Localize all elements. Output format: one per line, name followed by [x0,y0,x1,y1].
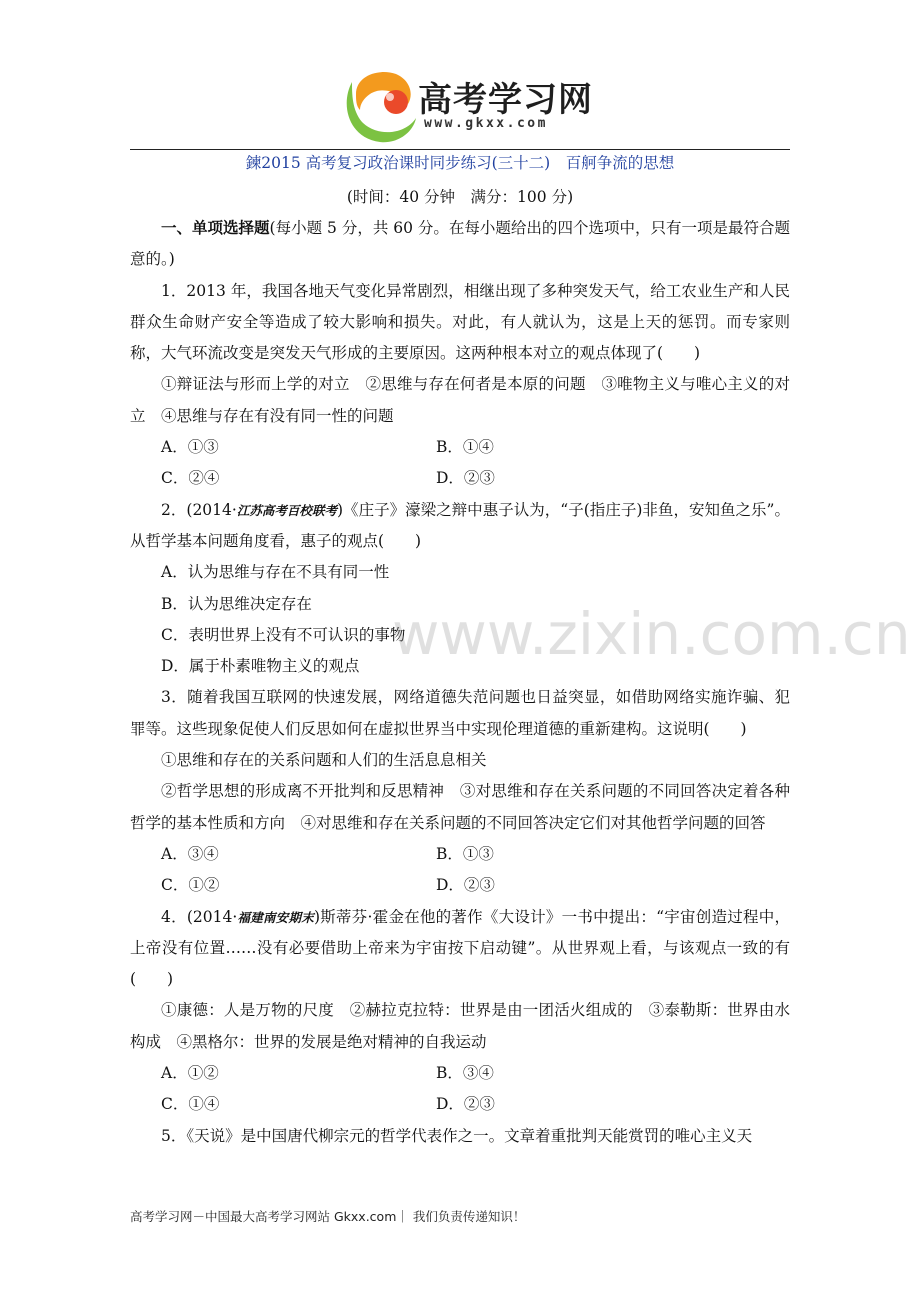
question-4-statements: ①康德：人是万物的尺度 ②赫拉克拉特：世界是由一团活火组成的 ③泰勒斯：世界由水构成 ④黑格尔：世界的发展是绝对精神的自我运动 [130,1001,790,1051]
question-4-stem [130,902,790,996]
option: D．②③ [436,876,495,895]
question-1-options-row-1 [130,432,790,463]
option: A．认为思维与存在不具有同一性 [161,563,390,582]
question-1-statements: ①辩证法与形而上学的对立 ②思维与存在何者是本原的问题 ③唯物主义与唯心主义的对立 ④思维与存在有没有同一性的问题 [130,375,790,425]
question-3-statement-1: ①思维和存在的关系问题和人们的生活息息相关 [161,751,487,770]
section-heading [130,212,790,276]
site-logo[interactable] [338,64,598,146]
logo-text: 高考学习网 [418,80,593,120]
option: D．属于朴素唯物主义的观点 [161,657,360,676]
option: C．②④ [161,469,220,488]
question-text: )《庄子》濠梁之辩中惠子认为，“子(指庄子)非鱼，安知鱼之乐”。从哲学基本问题角度看，惠子的观点( ) [130,500,790,550]
option: A．①② [161,1064,219,1083]
option: B．认为思维决定存在 [161,594,312,613]
question-3-options-row-2 [130,870,790,901]
watermark: www.zixin.com.cn [392,600,911,668]
question-1-stem: 1．2013 年，我国各地天气变化异常剧烈，相继出现了多种突发天气，给工农业生产和人民群众生命财产安全等造成了较大影响和损失。对此，有人就认为，这是上天的惩罚。而专家则称，大气环流改变是突发天气形成的主要原因。这两种根本对立的观点体现了( ) [130,281,790,363]
option: C．表明世界上没有不可认识的事物 [161,625,406,644]
option: D．②③ [436,1095,495,1114]
page-header [0,0,920,150]
logo-swirl-icon [338,64,420,146]
header-divider [130,149,790,150]
option: C．①② [161,876,220,895]
page-footer: 高考学习网－中国最大高考学习网站 Gkxx.com｜ 我们负责传递知识！ [130,1209,526,1224]
document-body [130,212,790,1152]
option: A．③④ [161,844,219,863]
option: D．②③ [436,469,495,488]
question-3-stem: 3．随着我国互联网的快速发展，网络道德失范问题也日益突显，如借助网络实施诈骗、犯罪等。这些现象促使人们反思如何在虚拟世界当中实现伦理道德的重新建构。这说明( ) [130,688,790,738]
question-number: 4．(2014· [161,907,238,926]
option: C．①④ [161,1095,220,1114]
option: B．①④ [436,438,494,457]
section-title: 一、单项选择题 [161,218,270,237]
logo-url: www.gkxx.com [424,116,548,131]
question-1-options-row-2 [130,463,790,494]
question-number: 2．(2014· [161,500,237,519]
question-source: 福建南安期末 [237,909,314,925]
document-title: 鍊2015 高考复习政治课时同步练习(三十二) 百舸争流的思想 [245,154,675,172]
question-text: )斯蒂芬·霍金在他的著作《大设计》一书中提出：“宇宙创造过程中，上帝没有位置……没有必要借助上帝来为宇宙按下启动键”。从世界观上看，与该观点一致的有( ) [130,907,790,989]
option: A．①③ [161,438,219,457]
question-3-options-row-1 [130,839,790,870]
question-3-statement-2: ②哲学思想的形成离不开批判和反思精神 ③对思维和存在关系问题的不同回答决定着各种哲学的基本性质和方向 ④对思维和存在关系问题的不同回答决定它们对其他哲学问题的回答 [130,782,790,832]
option: B．①③ [436,844,494,863]
section-description: (每小题 5 分，共 60 分。在每小题给出的四个选项中，只有一项是最符合题意的。) [130,219,790,269]
question-2-stem [130,495,790,558]
question-4-options-row-1 [130,1058,790,1089]
document-meta: (时间：40 分钟 满分：100 分) [346,188,574,206]
question-5-stem: 5．《天说》是中国唐代柳宗元的哲学代表作之一。文章着重批判天能赏罚的唯心主义天 [161,1126,753,1145]
option: B．③④ [436,1064,494,1083]
question-source: 江苏高考百校联考 [236,502,337,518]
question-4-options-row-2 [130,1089,790,1120]
